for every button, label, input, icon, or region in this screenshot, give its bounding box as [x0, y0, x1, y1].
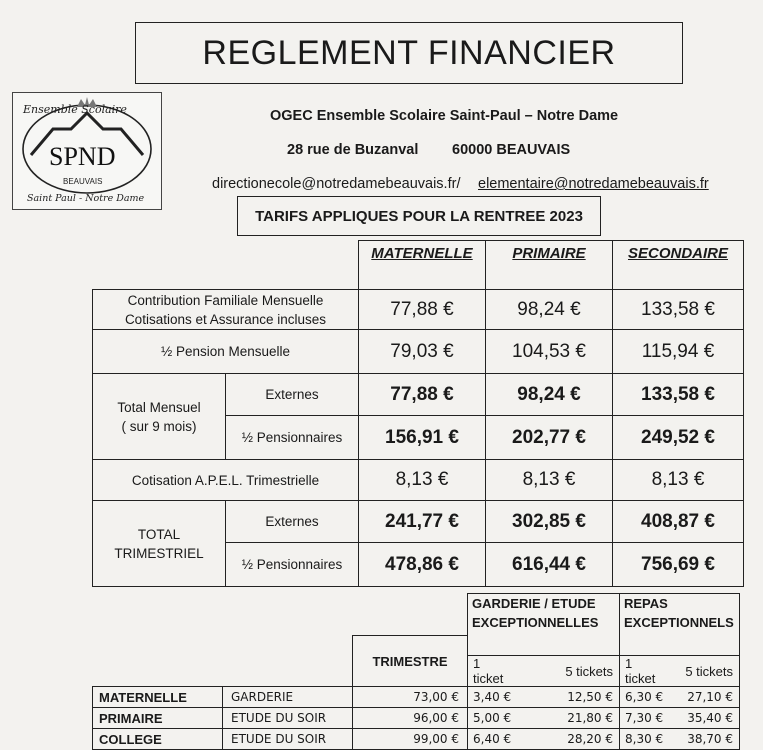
ticket-1-header: 1 ticket	[620, 656, 665, 687]
cell-value: 241,77 €	[359, 501, 486, 543]
garderie-1-value: 3,40 €	[468, 687, 513, 708]
cell-value: 133,58 €	[613, 290, 744, 330]
trimestre-value: 73,00 €	[353, 687, 468, 708]
row-label: ½ Pensionnaires	[226, 416, 359, 460]
row-label: ½ Pensionnaires	[226, 543, 359, 587]
row-label: Externes	[226, 501, 359, 543]
garderie-header: GARDERIE / ETUDE EXCEPTIONNELLES	[468, 594, 620, 656]
repas-5-value: 38,70 €	[665, 729, 740, 750]
cell-value: 79,03 €	[359, 330, 486, 374]
cell-value: 104,53 €	[486, 330, 613, 374]
svg-text:Ensemble Scolaire: Ensemble Scolaire	[23, 103, 127, 116]
garderie-5-value: 28,20 €	[513, 729, 620, 750]
garderie-5-value: 12,50 €	[513, 687, 620, 708]
org-name: OGEC Ensemble Scolaire Saint-Paul – Notre Dame	[270, 108, 619, 124]
level-label: MATERNELLE	[93, 687, 223, 708]
tarifs-header-row	[93, 241, 744, 290]
row-label: ½ Pension Mensuelle	[93, 330, 359, 374]
row-label: Externes	[226, 374, 359, 416]
col-header-primaire: PRIMAIRE	[486, 241, 613, 290]
cell-value: 616,44 €	[486, 543, 613, 587]
tarifs-title	[237, 196, 601, 236]
cell-value: 156,91 €	[359, 416, 486, 460]
row-label: Cotisation A.P.E.L. Trimestrielle	[93, 460, 359, 501]
level-label: PRIMAIRE	[93, 708, 223, 729]
email-elementaire[interactable]: elementaire@notredamebeauvais.fr	[478, 176, 709, 192]
cell-value: 478,86 €	[359, 543, 486, 587]
garderie-1-value: 6,40 €	[468, 729, 513, 750]
cell-value: 133,58 €	[613, 374, 744, 416]
table-row	[93, 460, 744, 501]
service-label: ETUDE DU SOIR	[223, 708, 353, 729]
cell-value: 98,24 €	[486, 290, 613, 330]
repas-header: REPAS EXCEPTIONNELS	[620, 594, 740, 656]
level-label: COLLEGE	[93, 729, 223, 750]
row-group-label: Total Mensuel ( sur 9 mois)	[93, 374, 226, 460]
cell-value: 8,13 €	[613, 460, 744, 501]
table-row	[93, 290, 744, 330]
svg-text:Saint Paul - Notre Dame: Saint Paul - Notre Dame	[27, 193, 145, 204]
email-direction[interactable]: directionecole@notredamebeauvais.fr/	[212, 176, 461, 192]
trimestre-header: TRIMESTRE	[353, 636, 468, 687]
service-label: GARDERIE	[223, 687, 353, 708]
repas-1-value: 8,30 €	[620, 729, 665, 750]
cell-value: 249,52 €	[613, 416, 744, 460]
svg-text:BEAUVAIS: BEAUVAIS	[63, 177, 103, 186]
page-title-text: REGLEMENT FINANCIER	[202, 33, 616, 72]
repas-5-value: 35,40 €	[665, 708, 740, 729]
cell-value: 115,94 €	[613, 330, 744, 374]
row-group-label: TOTAL TRIMESTRIEL	[93, 501, 226, 587]
cell-value: 408,87 €	[613, 501, 744, 543]
extras-table	[92, 593, 740, 750]
ticket-5-header: 5 tickets	[665, 656, 740, 687]
service-label: ETUDE DU SOIR	[223, 729, 353, 750]
table-row	[93, 374, 744, 416]
cell-value: 98,24 €	[486, 374, 613, 416]
cell-value: 77,88 €	[359, 374, 486, 416]
col-header-secondaire: SECONDAIRE	[613, 241, 744, 290]
repas-1-value: 6,30 €	[620, 687, 665, 708]
school-logo	[12, 92, 162, 210]
tarifs-title-text: TARIFS APPLIQUES POUR LA RENTREE 2023	[255, 207, 583, 225]
garderie-5-value: 21,80 €	[513, 708, 620, 729]
trimestre-value: 96,00 €	[353, 708, 468, 729]
page-title	[135, 22, 683, 84]
repas-1-value: 7,30 €	[620, 708, 665, 729]
table-row	[93, 687, 740, 708]
tarifs-table	[92, 240, 744, 587]
svg-text:SPND: SPND	[49, 142, 116, 171]
cell-value: 8,13 €	[486, 460, 613, 501]
cell-value: 8,13 €	[359, 460, 486, 501]
ticket-1-header: 1 ticket	[468, 656, 513, 687]
trimestre-value: 99,00 €	[353, 729, 468, 750]
table-row	[93, 708, 740, 729]
garderie-1-value: 5,00 €	[468, 708, 513, 729]
address-city: 60000 BEAUVAIS	[452, 142, 571, 158]
cell-value: 77,88 €	[359, 290, 486, 330]
table-row	[93, 330, 744, 374]
cell-value: 302,85 €	[486, 501, 613, 543]
table-row	[93, 501, 744, 543]
col-header-maternelle: MATERNELLE	[359, 241, 486, 290]
table-row	[93, 729, 740, 750]
row-label: Contribution Familiale Mensuelle Cotisations et Assurance incluses	[93, 290, 359, 330]
address-street: 28 rue de Buzanval	[287, 142, 419, 158]
repas-5-value: 27,10 €	[665, 687, 740, 708]
ticket-5-header: 5 tickets	[513, 656, 620, 687]
cell-value: 756,69 €	[613, 543, 744, 587]
cell-value: 202,77 €	[486, 416, 613, 460]
